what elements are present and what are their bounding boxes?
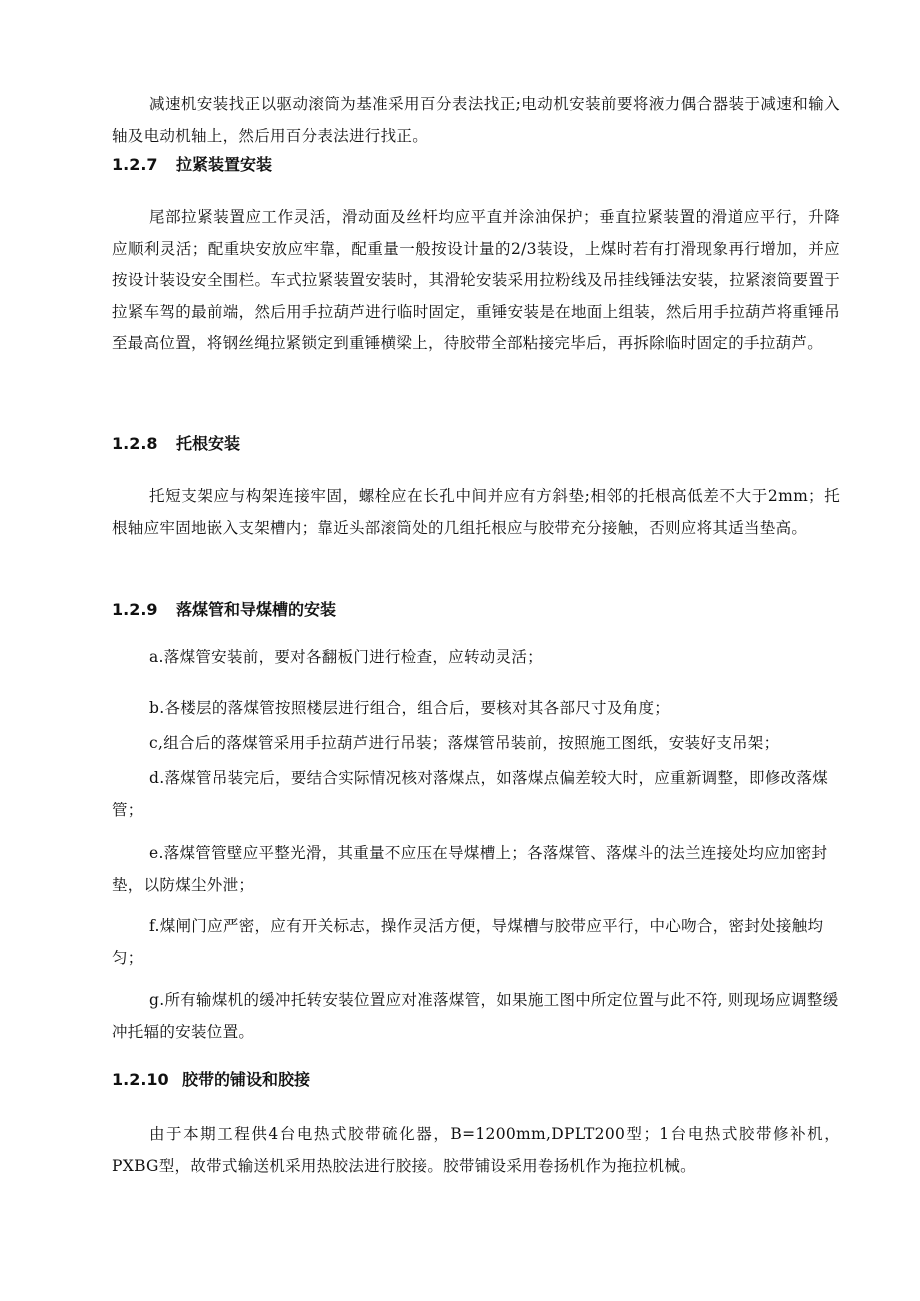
section-title: 拉紧装置安装	[176, 155, 273, 174]
section-number: 1.2.8	[112, 434, 158, 453]
section-title: 落煤管和导煤槽的安装	[176, 600, 337, 619]
list-item-g: g.所有输煤机的缓冲托转安装位置应对准落煤管，如果施工图中所定位置与此不符, 则现场应调整缓冲托辐的安装位置。	[112, 991, 839, 1041]
section-paragraph-1-2-7: 尾部拉紧装置应工作灵活，滑动面及丝杆均应平直并涂油保护；垂直拉紧装置的滑道应平行，升降应顺利灵活；配重块安放应牢靠，配重量一般按设计量的2/3装设，上煤时若有打滑现象再行增加，并应按设计装设安全围栏。车式拉紧装置安装时，其滑轮安装采用拉粉线及吊挂线锤法安装，拉紧滚筒要置于拉紧车驾的最前端，然后用手拉葫芦进行临时固定，重锤安装是在地面上组装，然后用手拉葫芦将重锤吊至最高位置，将钢丝绳拉紧锁定到重锤横梁上，待胶带全部粘接完毕后，再拆除临时固定的手拉葫芦。	[112, 208, 840, 352]
section-heading-1-2-8	[112, 432, 840, 456]
list-item-e: e.落煤管管壁应平整光滑，其重量不应压在导煤槽上；各落煤管、落煤斗的法兰连接处均应加密封垫，以防煤尘外泄；	[112, 844, 828, 894]
section-heading-1-2-7	[112, 153, 840, 177]
intro-paragraph: 减速机安装找正以驱动滚筒为基准采用百分表法找正;电动机安装前要将液力偶合器装于减速和输入轴及电动机轴上，然后用百分表法进行找正。	[112, 95, 840, 145]
section-title: 托根安装	[176, 434, 241, 453]
list-item-a: a.落煤管安装前，要对各翻板门进行检查，应转动灵活；	[149, 648, 543, 666]
section-number: 1.2.9	[112, 600, 158, 619]
list-item-f: f.煤闸门应严密，应有开关标志，操作灵活方便，导煤槽与胶带应平行，中心吻合，密封处接触均匀；	[112, 917, 824, 967]
section-heading-1-2-9	[112, 598, 840, 622]
section-paragraph-1-2-10: 由于本期工程供4台电热式胶带硫化器，B=1200mm,DPLT200型；1台电热式胶带修补机，PXBG型，故带式输送机采用热胶法进行胶接。胶带铺设采用卷扬机作为拖拉机械。	[112, 1125, 840, 1175]
list-item-c: c,组合后的落煤管采用手拉葫芦进行吊装；落煤管吊装前，按照施工图纸，安装好支吊架；	[149, 734, 780, 752]
section-heading-1-2-10	[112, 1068, 840, 1092]
section-title: 胶带的铺设和胶接	[182, 1070, 311, 1089]
section-number: 1.2.7	[112, 155, 158, 174]
list-item-b: b.各楼层的落煤管按照楼层进行组合，组合后，要核对其各部尺寸及角度；	[149, 699, 671, 717]
section-number: 1.2.10	[112, 1070, 169, 1089]
list-item-d: d.落煤管吊装完后，要结合实际情况核对落煤点，如落煤点偏差较大时，应重新调整，即修改落煤管；	[112, 769, 829, 819]
section-paragraph-1-2-8: 托短支架应与构架连接牢固，螺栓应在长孔中间并应有方斜垫;相邻的托根高低差不大于2mm；托根轴应牢固地嵌入支架槽内；靠近头部滚筒处的几组托根应与胶带充分接触，否则应将其适当垫高。	[112, 487, 840, 537]
